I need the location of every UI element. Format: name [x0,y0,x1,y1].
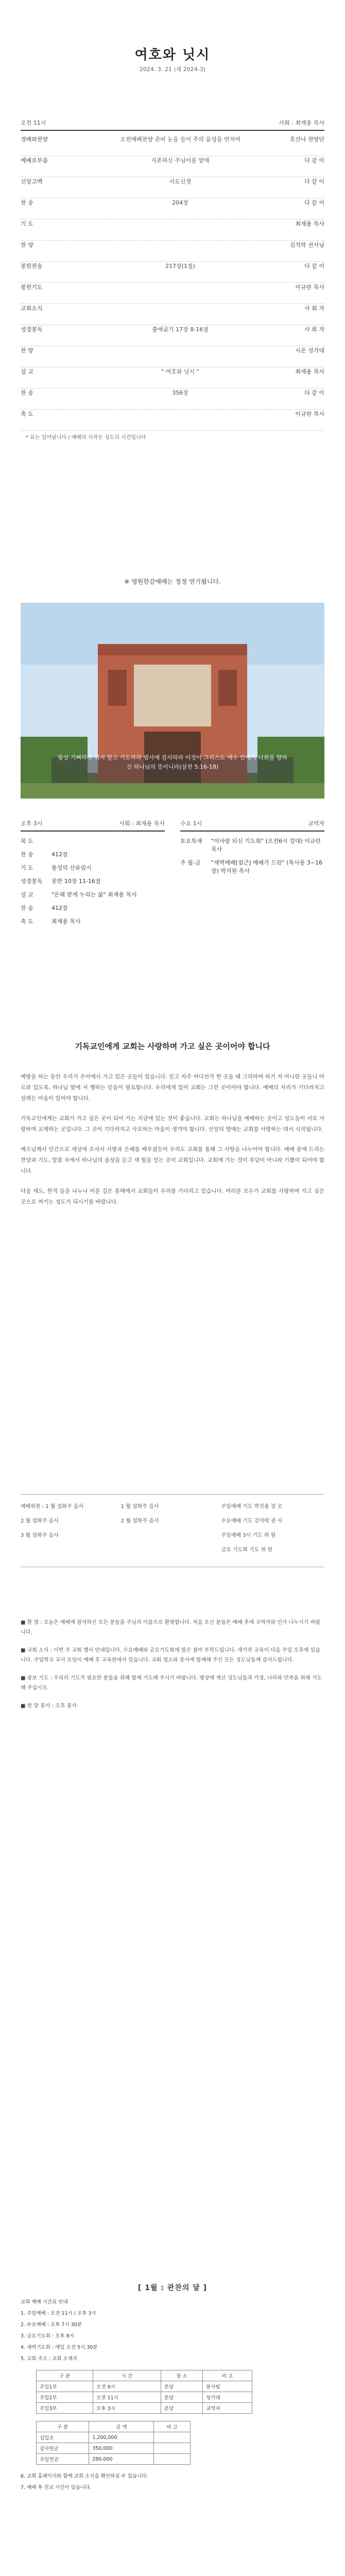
table-row [37,2403,252,2414]
column-paragraph: 다음 세도, 한적 들을 나누나 이룬 길은 통해에서 교회들이 우리를 기다리고 있습니다. 여러분 모두가 교회를 사랑하며 가고 싶은 곳으로 여기는 성도가 되시기를 바랍니다. [21,1188,324,1205]
order-item-person: 다 같 이 [304,178,324,185]
table-cell: 오전 11시 [93,2392,161,2403]
order-item-label: 예배로부름 [21,157,48,164]
order-item-person: 최재용 목사 [295,221,324,227]
table-header-cell: 비 고 [203,2370,252,2381]
church-info-section [21,2282,324,2495]
order-item-person: 시온 성가대 [295,347,324,354]
order-item-person: 다 같 이 [304,199,324,206]
order-item-label: 성경봉독 [21,326,43,333]
table-row [37,2443,191,2454]
order-item-label: 기 도 [21,221,33,227]
table-header-row [37,2370,252,2381]
left-row-value: 412장 [51,851,68,858]
prayer-cell: 주일예배 3시 기도 위 원 [221,1533,276,1538]
right-row-value: "이사랑 되신 기도회" (오전6시 강대) 이규란 목사 [211,838,321,853]
info-line: 2. 수요예배 : 오후 7시 30분 [21,2322,82,2328]
table-cell [154,2454,191,2465]
left-row-label: 찬 송 [21,851,33,858]
prayer-cell [121,1545,221,1560]
news-item: ■ 환 영 : 오늘은 예배에 참석하신 모든 분들을 주님의 이름으로 환영합니다. 처음 오신 분들은 예배 후에 교역자와 인사 나누시기 바랍니다. [21,1620,320,1635]
news-item: ■ 교회 소식 : 이번 주 교회 행사 안내입니다. 수요예배와 금요기도회에 많은 참여 부탁드립니다. 새가족 교육이 다음 주일 오후에 있습니다. 주일학교 교사 모임이 예배 후 교육관에서 있습니다. 교회 청소와 봉사에 함께해 주신 모든 성도님들께 감사드립니다. [21,1648,320,1663]
left-row-value: "은혜 받게 누리는 삶" 최재용 목사 [51,891,137,898]
table-cell: 주일3부 [37,2403,93,2414]
order-item-label: 찬 양 [21,347,33,354]
left-row-label: 설 교 [21,891,33,898]
order-item-detail: 오전예배찬양 준비 눈을 들어 주의 음성을 먼저여 [120,136,240,143]
left-row [21,917,165,925]
church-info-title: [ 1월 : 관찬의 달 ] [137,2284,208,2292]
left-row [21,863,165,872]
info-line: 3. 금요기도회 : 오후 8시 [21,2333,74,2339]
order-item-label: 경배와찬양 [21,136,48,143]
table-row [37,2454,191,2465]
order-note: * 표는 일어납니다 / 예배의 시작은 성도의 시간입니다 [26,435,146,440]
table-row [37,2381,252,2392]
table-cell: 본당 [161,2381,202,2392]
church-news [21,1618,324,1719]
left-row-label: 기 도 [21,865,33,871]
schedule-table [36,2370,252,2414]
order-item-person: 김석락 권사님 [289,242,324,248]
table-cell [154,2432,191,2443]
table-cell: 350,000 [89,2443,154,2454]
table-header-cell: 금 액 [89,2421,154,2432]
worship-order-list [21,135,324,431]
order-item [21,346,324,367]
left-row-value: 412장 [51,905,68,911]
order-item-label: 축 도 [21,411,33,417]
info-line: 교회 예배 시간표 안내 [21,2299,68,2305]
column-title: 기독교인에게 교회는 사랑하며 가고 싶은 곳이어야 합니다 [75,1042,270,1051]
afternoon-time: 오후 3시 [21,820,43,827]
table-cell: 교역자 [203,2403,252,2414]
prayer-cell: 2 월 설화주 음사 [120,1518,159,1524]
order-time: 오전 11시 [21,120,46,126]
table-header-row [37,2421,191,2432]
column-paragraph: 예수님께서 인간으로 세상에 오셔서 사랑과 은혜를 베푸셨듯이 우리도 교회를 통해 그 사랑을 나누어야 합니다. 예배 중에 드리는 찬양과 기도, 말씀 속에서 하나님의 음성을 듣고 새 힘을 얻는 곳이 교회입니다. 교회에 가는 것이 부담이 아니라 기쁨이 되어야 합니다. [21,1146,324,1174]
prayer-cell: 수요예배 기도 김석락 권 사 [221,1518,283,1524]
table-cell: 성가대 [203,2392,252,2403]
left-row-label: 묵 도 [21,838,33,844]
table-cell: 주일1부 [37,2381,93,2392]
church-building-photo [21,603,324,799]
table-cell: 감사헌금 [37,2443,89,2454]
table-header-cell: 비 고 [154,2421,191,2432]
order-item-label: 봉헌기도 [21,284,43,291]
order-item [21,367,324,388]
table-header-cell: 장 소 [161,2370,202,2381]
table-row [37,2432,191,2443]
order-item-person: 이규란 목사 [295,411,324,417]
info-line: 4. 새벽기도회 : 매일 오전 5시 30분 [21,2345,98,2350]
left-row [21,904,165,912]
bulletin-date: 2024. 3. 21 (제 2024-3) [139,66,206,73]
prayer-cell [121,1531,221,1545]
order-item-detail: 217장(1절) [165,263,195,269]
prayer-cell: 주일예배 기도 박진용 장 로 [221,1504,283,1510]
order-leader: 사회 : 최재용 목사 [279,120,324,126]
table-cell: 오후 3시 [93,2403,161,2414]
order-item-person: 다 같 이 [304,263,324,269]
left-row-label: 성경봉독 [21,878,43,885]
right-row-value: "새벽예배[접근] 예배가 드린" (목사용 3~16장) 박지원 목사 [211,859,322,874]
table-cell: 주일헌금 [37,2454,89,2465]
table-cell: 280,000 [89,2454,154,2465]
order-item-person: 다 같 이 [304,389,324,396]
left-row-label: 축 도 [21,918,33,925]
notice-caption: ※ 영원한감예배는 정정 연기됩니다. [124,578,221,585]
prayer-cell [21,1545,121,1560]
order-item [21,410,324,431]
order-item-person: 이규란 목사 [295,284,324,291]
table-row [37,2392,252,2403]
right-row-label: 주 월-금 [180,859,201,866]
order-item [21,388,324,410]
order-item-detail: 지존하신 주님이를 앞에 [151,157,210,164]
afternoon-leader: 사회 : 최재용 목사 [119,820,165,827]
left-row-value: 룻반 10장 11-16절 [51,878,101,885]
table-header-cell: 시 간 [93,2370,161,2381]
order-item-detail: 출애굽기 17장 8-16절 [152,326,209,333]
table-cell [154,2443,191,2454]
table-cell: 오전 9시 [93,2381,161,2392]
order-item [21,177,324,198]
order-item-person: 사 회 자 [304,305,324,312]
bulletin-title: 여호와 닛시 [134,47,211,63]
weekday-head [180,819,324,832]
order-item-label: 교회소식 [21,305,43,312]
order-item [21,283,324,304]
right-row [180,858,324,875]
table-cell: 본당 [161,2403,202,2414]
order-item-detail: 356장 [172,389,188,396]
order-item [21,156,324,177]
order-item [21,198,324,219]
left-row-value: 최재용 목사 [51,918,81,925]
prayer-cell: 2 월 설화주 음사 [21,1518,59,1524]
order-item [21,135,324,156]
order-item-person: 다 같 이 [304,157,324,164]
left-row [21,890,165,899]
order-item [21,325,324,346]
order-header [21,118,324,131]
info-line: 6. 교회 홈페이지와 함께 교회 소식을 확인하실 수 있습니다. [21,2473,148,2479]
order-item-label: 찬 송 [21,389,33,396]
afternoon-section [21,819,324,925]
news-item: ■ 한 달 봉사 : 오후 봉사 [21,1703,77,1709]
prayer-cell: 3 월 설화주 음사 [21,1533,59,1538]
order-item [21,304,324,325]
order-item [21,241,324,262]
right-row [180,837,324,853]
left-row [21,877,165,885]
column-paragraph: 예방을 하는 동안 우리가 주어에서 가고 있은 곳들이 있습니다. 믿고 자주 어디선가 한 곳을 때 그리하여 하기 저 아니란 곳들니 아르와 있도록, 하나님 앞에 서 행하는 믿음이 필요합니다. 우리에게 있어 교회는 그런 곳이어야 합니다. 예배의 자리가 기다려지고 설레는 마음이 있어야 합니다. [21,1074,324,1101]
left-row-value: 통성의 산유림시 [51,865,92,871]
order-item [21,219,324,241]
prayer-roster [21,1494,324,1567]
order-item-label: 설 교 [21,368,33,375]
table-cell: 십일조 [37,2432,89,2443]
order-item-label: 찬 양 [21,242,33,248]
order-item-label: 신앙고백 [21,178,43,185]
table-cell: 봉사팀 [203,2381,252,2392]
weekday-leader: 교역자 [308,820,324,827]
order-item-label: 찬 송 [21,199,33,206]
afternoon-head [21,819,165,832]
left-row-label: 찬 송 [21,905,33,911]
prayer-cell: 금요 기도회 기도 위 원 [221,1547,273,1553]
offering-table [36,2421,191,2465]
weekday-worship [180,819,324,925]
order-item-label: 봉헌찬송 [21,263,43,269]
order-item [21,262,324,283]
info-line: 7. 예배 후 친교 시간이 있습니다. [21,2485,92,2490]
news-item: ■ 중보 기도 : 우리의 기도가 필요한 분들을 위해 함께 기도해 주시기 바랍니다. 병상에 계신 성도님들과 가정, 나라와 민족을 위해 기도해 주십시오. [21,1675,322,1691]
prayer-cell: 예배위원 : 1 월 설화주 음사 [21,1504,84,1510]
table-header-cell: 구 분 [37,2421,89,2432]
table-cell: 1,200,000 [89,2432,154,2443]
table-cell: 주일2부 [37,2392,93,2403]
order-item-person: 사 회 자 [304,326,324,333]
photo-overlay-verse: 항상 기뻐하라 쉬지 말고 기도하라 범사에 감사하라 이것이 그리스도 예수 안에서 너희를 향하신 하나님의 뜻이니라(살전 5:16-18) [58,754,287,770]
left-row [21,837,165,845]
info-line: 1. 주일예배 : 오전 11시 / 오후 3시 [21,2311,96,2316]
left-row [21,850,165,858]
order-item-person: 호산나 찬양단 [289,136,324,143]
table-header-cell: 구 분 [37,2370,93,2381]
order-item-detail: 사도신경 [169,178,192,185]
column-paragraph: 기독교인에게는 교회가 가고 싶은 곳이 되어 가는 지금에 있는 것이 좋습니다. 교회는 하나님을 예배하는 곳이고 성도들이 서로 사랑하며 교제하는 곳입니다. 그 곳이 기다려지고 사모하는 마음이 생겨야 합니다. 신앙의 열매는 교회를 사랑하는 데서 시작됩니다. [21,1115,324,1132]
weekday-time: 수요 1시 [180,820,202,827]
info-line: 5. 교회 주소 : 교회 소재지 [21,2356,77,2362]
order-item-person: 최재용 목사 [295,368,324,375]
order-item-detail: 204장 [172,199,188,206]
prayer-cell: 1 월 설화주 음사 [120,1504,159,1510]
afternoon-worship [21,819,165,925]
column-body [21,1072,324,1217]
order-item-detail: " 여호와 닛시 " [161,368,199,375]
right-row-label: 토요특새 [180,838,202,844]
table-cell: 본당 [161,2392,202,2403]
